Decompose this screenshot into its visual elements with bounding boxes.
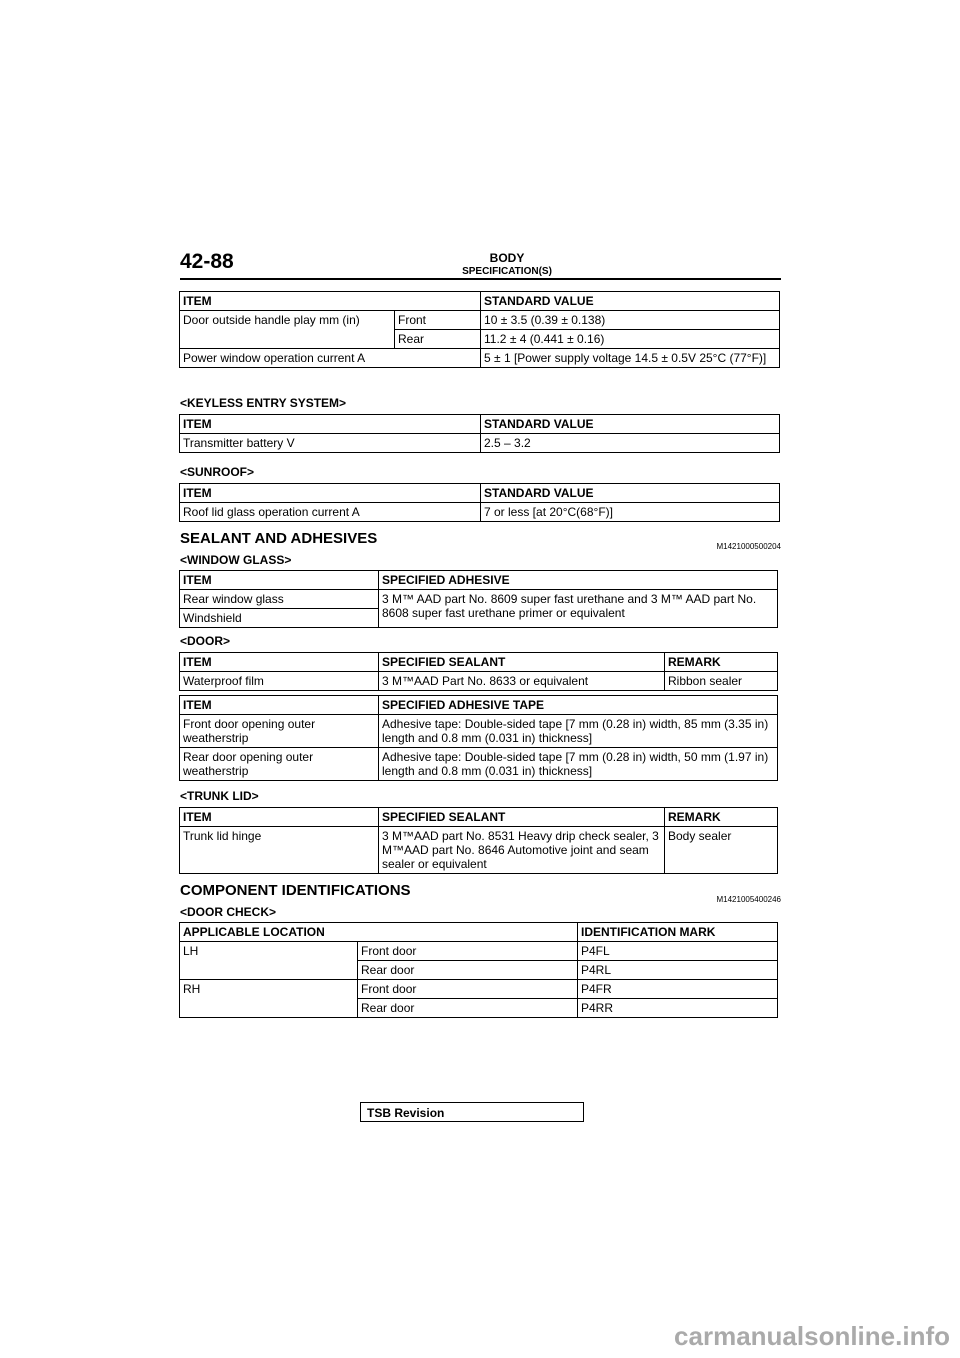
page-number: 42-88 <box>180 250 234 273</box>
window-glass-subheading: <WINDOW GLASS> <box>180 553 292 567</box>
value-cell: 2.5 – 3.2 <box>481 434 780 453</box>
header-cell: ITEM <box>180 484 481 503</box>
table-row <box>180 590 778 609</box>
keyless-entry-subheading: <KEYLESS ENTRY SYSTEM> <box>180 396 347 410</box>
header-cell: ITEM <box>180 696 379 715</box>
door-tape-table <box>179 695 778 781</box>
table-header-row <box>180 571 778 590</box>
door-sealant-table <box>179 652 778 691</box>
item-cell: Door outside handle play mm (in) <box>180 311 395 349</box>
table-header-row <box>180 923 778 942</box>
door-cell: Front door <box>358 980 578 999</box>
sunroof-table <box>179 483 780 522</box>
watermark: carmanualsonline.info <box>674 1321 950 1351</box>
table-row <box>180 748 778 781</box>
chapter-title: BODY <box>489 251 525 265</box>
table-row <box>180 980 778 999</box>
value-cell: 7 or less [at 20°C(68°F)] <box>481 503 780 522</box>
header-cell: REMARK <box>665 808 778 827</box>
value-cell: 10 ± 3.5 (0.39 ± 0.138) <box>481 311 780 330</box>
item-cell: Roof lid glass operation current A <box>180 503 481 522</box>
sealant-cell: 3 M™AAD part No. 8531 Heavy drip check sealer, 3 M™AAD part No. 8646 Automotive joint and seam sealer or equivalent <box>379 827 665 874</box>
remark-cell: Ribbon sealer <box>665 672 778 691</box>
header-cell: SPECIFIED SEALANT <box>379 653 665 672</box>
item-cell: Front door opening outer weatherstrip <box>180 715 379 748</box>
tape-cell: Adhesive tape: Double-sided tape [7 mm (0.28 in) width, 50 mm (1.97 in) length and 0.8 mm (0.031 in) thickness] <box>379 748 778 781</box>
component-section-code: M1421005400246 <box>716 895 781 904</box>
table-header-row <box>180 653 778 672</box>
value-cell: 5 ± 1 [Power supply voltage 14.5 ± 0.5V 25°C (77°F)] <box>481 349 780 368</box>
mark-cell: P4RR <box>578 999 778 1018</box>
mark-cell: P4FR <box>578 980 778 999</box>
trunk-lid-subheading: <TRUNK LID> <box>180 789 259 803</box>
header-cell: APPLICABLE LOCATION <box>180 923 578 942</box>
sealant-adhesives-heading: SEALANT AND ADHESIVES <box>180 530 378 547</box>
position-cell: Front <box>395 311 481 330</box>
tsb-revision-box: TSB Revision <box>360 1102 584 1122</box>
side-cell: LH <box>180 942 358 980</box>
table-row <box>180 715 778 748</box>
table-row <box>180 672 778 691</box>
mark-cell: P4RL <box>578 961 778 980</box>
header-cell: REMARK <box>665 653 778 672</box>
table-header-row <box>180 696 778 715</box>
door-cell: Front door <box>358 942 578 961</box>
table-row <box>180 827 778 874</box>
table-row <box>180 942 778 961</box>
header-cell: ITEM <box>180 415 481 434</box>
table-header-row <box>180 484 780 503</box>
section-title: SPECIFICATION(S) <box>462 266 552 277</box>
item-cell: Waterproof film <box>180 672 379 691</box>
table-header-row <box>180 808 778 827</box>
door-subheading: <DOOR> <box>180 634 231 648</box>
header-cell: STANDARD VALUE <box>481 292 780 311</box>
sunroof-subheading: <SUNROOF> <box>180 465 255 479</box>
table-header-row <box>180 292 780 311</box>
header-cell: ITEM <box>180 571 379 590</box>
window-glass-table <box>179 570 778 628</box>
item-cell: Rear door opening outer weatherstrip <box>180 748 379 781</box>
value-cell: 11.2 ± 4 (0.441 ± 0.16) <box>481 330 780 349</box>
header-cell: STANDARD VALUE <box>481 415 780 434</box>
table-header-row <box>180 415 780 434</box>
adhesive-cell: 3 M™ AAD part No. 8609 super fast urethane and 3 M™ AAD part No. 8608 super fast urethane primer or equivalent <box>379 590 778 628</box>
trunk-lid-table <box>179 807 778 874</box>
header-cell: SPECIFIED ADHESIVE TAPE <box>379 696 778 715</box>
item-cell: Trunk lid hinge <box>180 827 379 874</box>
header-cell: SPECIFIED SEALANT <box>379 808 665 827</box>
header-cell: SPECIFIED ADHESIVE <box>379 571 778 590</box>
item-cell: Windshield <box>180 609 379 628</box>
general-spec-table <box>179 291 780 368</box>
tape-cell: Adhesive tape: Double-sided tape [7 mm (0.28 in) width, 85 mm (3.35 in) length and 0.8 mm (0.031 in) thickness] <box>379 715 778 748</box>
side-cell: RH <box>180 980 358 1018</box>
door-cell: Rear door <box>358 999 578 1018</box>
sealant-section-code: M1421000500204 <box>716 542 781 551</box>
item-cell: Rear window glass <box>180 590 379 609</box>
header-cell: ITEM <box>180 808 379 827</box>
door-cell: Rear door <box>358 961 578 980</box>
item-cell: Transmitter battery V <box>180 434 481 453</box>
header-cell: IDENTIFICATION MARK <box>578 923 778 942</box>
header-cell: STANDARD VALUE <box>481 484 780 503</box>
item-cell: Power window operation current A <box>180 349 481 368</box>
header-cell: ITEM <box>180 292 481 311</box>
table-row <box>180 349 780 368</box>
door-check-subheading: <DOOR CHECK> <box>180 905 277 919</box>
sealant-cell: 3 M™AAD Part No. 8633 or equivalent <box>379 672 665 691</box>
mark-cell: P4FL <box>578 942 778 961</box>
table-row <box>180 434 780 453</box>
table-row <box>180 503 780 522</box>
remark-cell: Body sealer <box>665 827 778 874</box>
door-check-table <box>179 922 778 1018</box>
position-cell: Rear <box>395 330 481 349</box>
component-identifications-heading: COMPONENT IDENTIFICATIONS <box>180 882 411 899</box>
keyless-entry-table <box>179 414 780 453</box>
header-cell: ITEM <box>180 653 379 672</box>
table-row <box>180 311 780 330</box>
header-rule <box>180 278 781 280</box>
